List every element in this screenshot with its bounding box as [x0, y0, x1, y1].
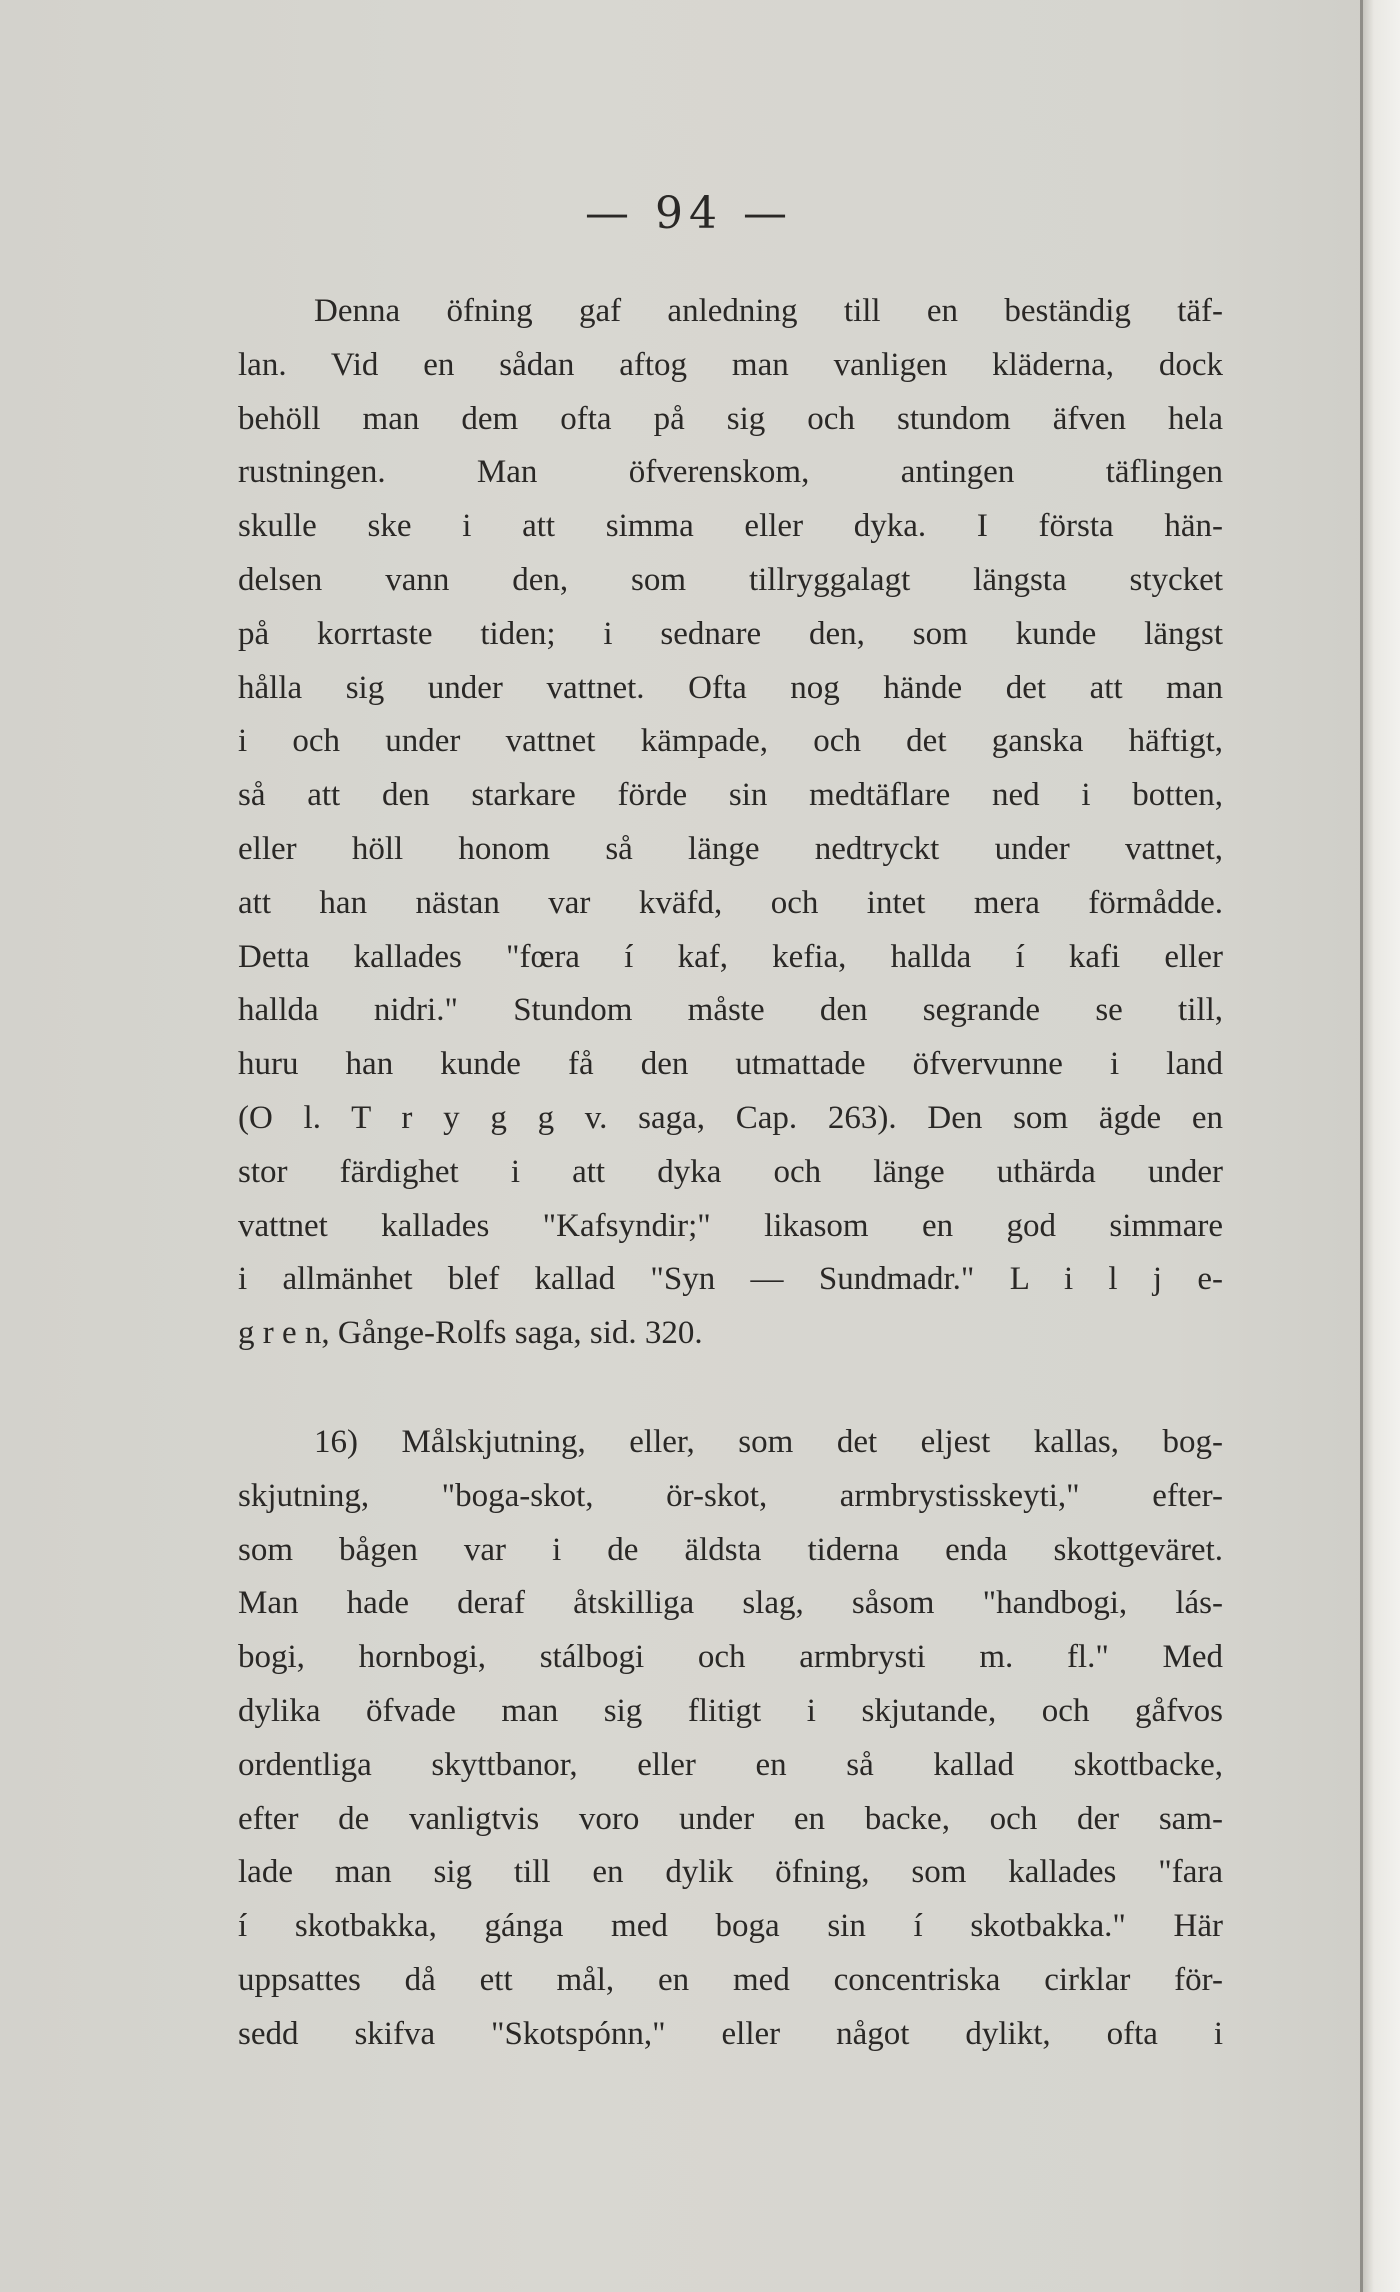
- text-line: skulle ske i att simma eller dyka. I första hän-: [238, 508, 1223, 545]
- text-line: Man hade deraf åtskilliga slag, såsom "handbogi, lás-: [238, 1585, 1223, 1622]
- text-line: huru han kunde få den utmattade öfvervunne i land: [238, 1046, 1223, 1083]
- text-line: Denna öfning gaf anledning till en beständig täf-: [314, 293, 1223, 329]
- text-line: efter de vanligtvis voro under en backe, och der sam-: [238, 1800, 1223, 1837]
- text-line: g r e n, Gånge-Rolfs saga, sid. 320.: [238, 1315, 703, 1352]
- text-line: Detta kallades "fœra í kaf, kefia, hallda í kafi eller: [238, 938, 1223, 975]
- text-line: í skotbakka, gánga med boga sin í skotbakka." Här: [238, 1908, 1223, 1945]
- text-line: behöll man dem ofta på sig och stundom äfven hela: [238, 400, 1223, 437]
- paragraph-gap: [238, 1361, 1223, 1416]
- page-number: — 94 —: [585, 188, 793, 239]
- text-line: delsen vann den, som tillryggalagt längsta stycket: [238, 561, 1223, 598]
- text-line: (O l. T r y g g v. saga, Cap. 263). Den som ägde en: [238, 1099, 1223, 1136]
- text-line: hallda nidri." Stundom måste den segrande se till,: [238, 992, 1223, 1029]
- text-line: så att den starkare förde sin medtäflare ned i botten,: [238, 777, 1223, 814]
- text-line: 16) Målskjutning, eller, som det eljest kallas, bog-: [314, 1423, 1223, 1460]
- text-line: hålla sig under vattnet. Ofta nog hände det att man: [238, 669, 1223, 706]
- text-line: lan. Vid en sådan aftog man vanligen kläderna, dock: [238, 346, 1223, 383]
- text-line: ordentliga skyttbanor, eller en så kallad skottbacke,: [238, 1746, 1223, 1783]
- text-line: stor färdighet i att dyka och länge uthärda under: [238, 1153, 1223, 1190]
- text-line: på korrtaste tiden; i sednare den, som kunde längst: [238, 615, 1223, 652]
- text-line: uppsattes då ett mål, en med concentriska cirklar för-: [238, 1961, 1223, 1998]
- text-line: som bågen var i de äldsta tiderna enda skottgeväret.: [238, 1531, 1223, 1568]
- paragraph: [238, 1416, 1223, 2062]
- text-line: sedd skifva "Skotspónn," eller något dylikt, ofta i: [238, 2015, 1223, 2052]
- text-line: eller höll honom så länge nedtryckt under vattnet,: [238, 830, 1223, 867]
- text-line: bogi, hornbogi, stálbogi och armbrysti m. fl." Med: [238, 1639, 1223, 1676]
- text-line: skjutning, "boga-skot, ör-skot, armbrystisskeyti," efter-: [238, 1477, 1223, 1514]
- text-line: rustningen. Man öfverenskom, antingen täflingen: [238, 454, 1223, 491]
- text-line: lade man sig till en dylik öfning, som kallades "fara: [238, 1854, 1223, 1891]
- paragraph: [238, 285, 1223, 1361]
- text-line: i och under vattnet kämpade, och det ganska häftigt,: [238, 723, 1223, 760]
- body-text: [238, 285, 1223, 2062]
- text-line: i allmänhet blef kallad "Syn — Sundmadr." L i l j e-: [238, 1261, 1223, 1298]
- text-line: dylika öfvade man sig flitigt i skjutande, och gåfvos: [238, 1692, 1223, 1729]
- page-edge: [1360, 0, 1400, 2292]
- text-line: att han nästan var kväfd, och intet mera förmådde.: [238, 884, 1223, 921]
- text-line: vattnet kallades "Kafsyndir;" likasom en god simmare: [238, 1207, 1223, 1244]
